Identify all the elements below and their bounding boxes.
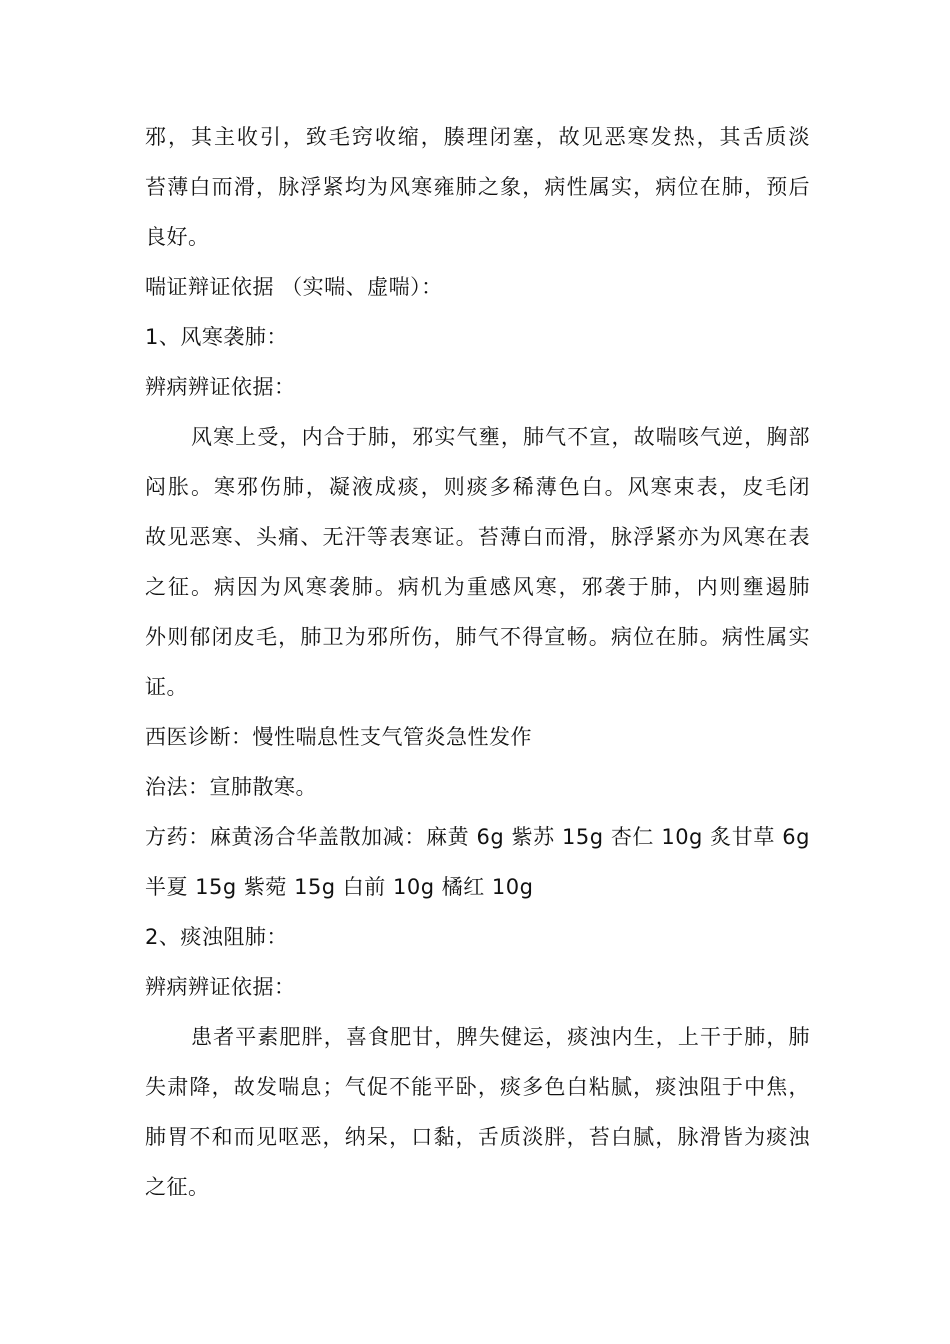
body-text-line: 邪，其主收引，致毛窍收缩，腠理闭塞，故见恶寒发热，其舌质淡	[145, 125, 810, 149]
prescription-line: 半夏 15g 紫菀 15g 白前 10g 橘红 10g	[145, 875, 534, 899]
treatment-line: 治法：宣肺散寒。	[145, 775, 317, 799]
body-text-line: 苔薄白而滑，脉浮紧均为风寒雍肺之象，病性属实，病位在肺，预后	[145, 175, 810, 199]
body-text-line: 良好。	[145, 225, 210, 249]
body-text-line: 风寒上受，内合于肺，邪实气壅，肺气不宣，故喘咳气逆，胸部	[191, 425, 810, 449]
body-text-line: 证。	[145, 675, 188, 699]
subsection-heading: 2、痰浊阻肺：	[145, 925, 288, 949]
body-text-line: 闷胀。寒邪伤肺，凝液成痰，则痰多稀薄色白。风寒束表，皮毛闭	[145, 475, 810, 499]
subsection-heading: 1、风寒袭肺：	[145, 325, 288, 349]
body-text-line: 之征。病因为风寒袭肺。病机为重感风寒，邪袭于肺，内则壅遏肺	[145, 575, 810, 599]
diagnosis-line: 西医诊断：慢性喘息性支气管炎急性发作	[145, 725, 532, 749]
subsection-label: 辨病辨证依据：	[145, 975, 296, 999]
body-text-line: 外则郁闭皮毛，肺卫为邪所伤，肺气不得宣畅。病位在肺。病性属实	[145, 625, 810, 649]
body-text-line: 失肃降，故发喘息；气促不能平卧，痰多色白粘腻，痰浊阻于中焦，	[145, 1075, 810, 1099]
body-text-line: 患者平素肥胖，喜食肥甘，脾失健运，痰浊内生，上干于肺，肺	[191, 1025, 810, 1049]
body-text-line: 之征。	[145, 1175, 210, 1199]
subsection-label: 辨病辨证依据：	[145, 375, 296, 399]
section-heading: 喘证辩证依据 （实喘、虚喘）：	[145, 275, 443, 299]
body-text-line: 故见恶寒、头痛、无汗等表寒证。苔薄白而滑，脉浮紧亦为风寒在表	[145, 525, 810, 549]
body-text-line: 肺胃不和而见呕恶，纳呆，口黏，舌质淡胖，苔白腻，脉滑皆为痰浊	[145, 1125, 810, 1149]
prescription-line: 方药：麻黄汤合华盖散加减：麻黄 6g 紫苏 15g 杏仁 10g 炙甘草 6g	[145, 825, 810, 849]
document-page	[145, 112, 810, 1212]
